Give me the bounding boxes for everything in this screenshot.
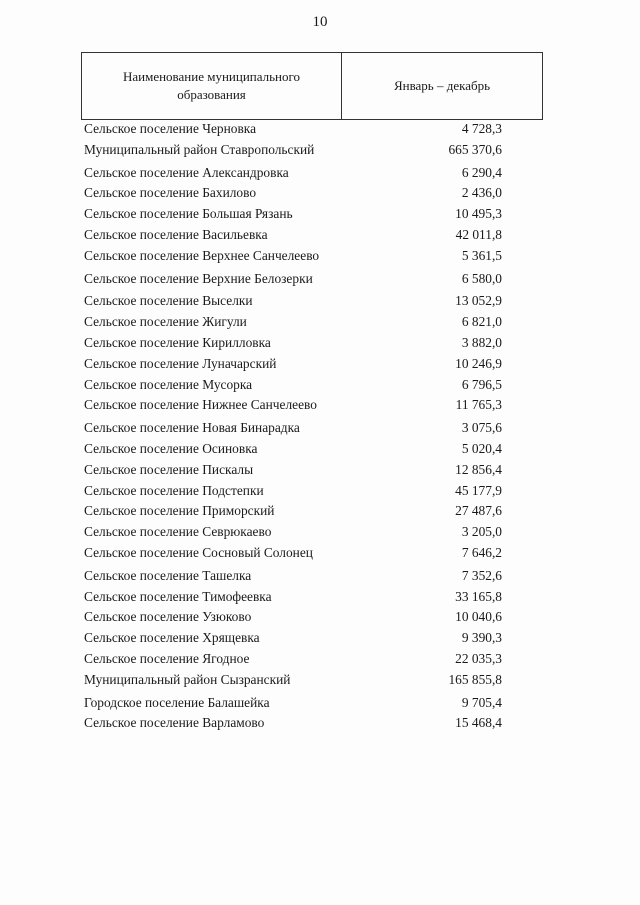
row-name: Сельское поселение Большая Рязань bbox=[84, 206, 293, 222]
row-name: Сельское поселение Черновка bbox=[84, 121, 257, 136]
column-header-name: Наименование муниципального образования bbox=[82, 53, 342, 119]
row-value: 11 765,3 bbox=[455, 397, 502, 413]
table-row bbox=[84, 649, 544, 670]
table-row bbox=[84, 246, 544, 269]
page-number: 10 bbox=[312, 14, 328, 30]
row-value: 10 040,6 bbox=[455, 609, 502, 625]
row-name: Сельское поселение Верхние Белозерки bbox=[84, 270, 313, 286]
table-row bbox=[84, 140, 544, 163]
table-row bbox=[84, 693, 544, 714]
table-row bbox=[84, 204, 544, 225]
row-value: 5 020,4 bbox=[461, 440, 502, 456]
row-name: Сельское поселение Выселки bbox=[84, 293, 253, 309]
row-value: 3 882,0 bbox=[461, 334, 502, 350]
row-name: Сельское поселение Осиновка bbox=[84, 440, 258, 456]
table-header bbox=[81, 52, 543, 120]
table-row bbox=[84, 439, 544, 460]
row-name: Сельское поселение Подстепки bbox=[84, 482, 264, 498]
table-row bbox=[84, 670, 544, 693]
row-name: Городское поселение Балашейка bbox=[84, 694, 270, 710]
row-name: Сельское поселение Нижнее Санчелеево bbox=[84, 397, 317, 413]
row-value: 9 705,4 bbox=[461, 694, 502, 710]
row-value: 7 646,2 bbox=[461, 544, 502, 560]
table-row bbox=[84, 543, 544, 566]
column-header-period: Январь – декабрь bbox=[393, 78, 491, 93]
row-name: Сельское поселение Мусорка bbox=[84, 376, 253, 392]
table-row bbox=[84, 460, 544, 481]
row-name: Сельское поселение Бахилово bbox=[84, 185, 257, 201]
table-row bbox=[84, 566, 544, 587]
table-row bbox=[84, 522, 544, 543]
row-value: 27 487,6 bbox=[455, 503, 502, 519]
row-value: 665 370,6 bbox=[448, 141, 502, 157]
row-name: Сельское поселение Варламово bbox=[84, 715, 265, 731]
row-value: 6 290,4 bbox=[461, 164, 502, 180]
row-name: Сельское поселение Александровка bbox=[84, 164, 289, 180]
row-value: 9 390,3 bbox=[461, 630, 502, 646]
table-row bbox=[84, 269, 544, 292]
row-value: 6 796,5 bbox=[461, 376, 502, 392]
row-value: 10 246,9 bbox=[455, 355, 502, 371]
row-name: Сельское поселение Пискалы bbox=[84, 461, 254, 477]
row-name: Сельское поселение Севрюкаево bbox=[84, 524, 272, 540]
row-value: 42 011,8 bbox=[455, 226, 502, 242]
table-row bbox=[84, 183, 544, 204]
row-name: Сельское поселение Новая Бинарадка bbox=[84, 420, 300, 436]
table-row bbox=[84, 354, 544, 375]
row-value: 22 035,3 bbox=[455, 650, 502, 666]
row-value: 6 821,0 bbox=[461, 314, 502, 330]
row-value: 12 856,4 bbox=[455, 461, 502, 477]
table-row bbox=[84, 375, 544, 396]
table-row bbox=[84, 291, 544, 312]
table-row bbox=[84, 607, 544, 628]
row-name: Сельское поселение Васильевка bbox=[84, 226, 268, 242]
table-row bbox=[84, 119, 544, 140]
table-row bbox=[84, 501, 544, 522]
row-value: 3 075,6 bbox=[461, 420, 502, 436]
table-row bbox=[84, 163, 544, 184]
row-name: Муниципальный район Сызранский bbox=[84, 671, 291, 687]
row-value: 15 468,4 bbox=[455, 715, 502, 731]
table-row bbox=[84, 628, 544, 649]
table-row bbox=[84, 333, 544, 354]
row-name: Сельское поселение Луначарский bbox=[84, 355, 277, 371]
row-value: 4 728,3 bbox=[461, 121, 502, 136]
table-row bbox=[84, 312, 544, 333]
row-name: Муниципальный район Ставропольский bbox=[84, 141, 315, 157]
row-value: 5 361,5 bbox=[461, 247, 502, 263]
row-value: 7 352,6 bbox=[461, 567, 502, 583]
row-name: Сельское поселение Узюково bbox=[84, 609, 252, 625]
row-name: Сельское поселение Тимофеевка bbox=[84, 588, 272, 604]
table-row bbox=[84, 225, 544, 246]
row-name: Сельское поселение Ташелка bbox=[84, 567, 252, 583]
row-name: Сельское поселение Хрящевка bbox=[84, 630, 260, 646]
table-row bbox=[84, 395, 544, 418]
row-value: 6 580,0 bbox=[461, 270, 502, 286]
table-row bbox=[84, 587, 544, 608]
row-value: 165 855,8 bbox=[448, 671, 502, 687]
row-value: 3 205,0 bbox=[461, 524, 502, 540]
row-name: Сельское поселение Приморский bbox=[84, 503, 275, 519]
table-row bbox=[84, 713, 544, 734]
row-value: 33 165,8 bbox=[455, 588, 502, 604]
row-name: Сельское поселение Сосновый Солонец bbox=[84, 544, 313, 560]
row-name: Сельское поселение Ягодное bbox=[84, 650, 250, 666]
row-value: 10 495,3 bbox=[455, 206, 502, 222]
row-value: 13 052,9 bbox=[455, 293, 502, 309]
row-value: 2 436,0 bbox=[461, 185, 502, 201]
row-name: Сельское поселение Верхнее Санчелеево bbox=[84, 247, 320, 263]
table-row bbox=[84, 418, 544, 439]
row-value: 45 177,9 bbox=[455, 482, 502, 498]
table-body bbox=[84, 119, 544, 734]
row-name: Сельское поселение Кирилловка bbox=[84, 334, 271, 350]
table-row bbox=[84, 481, 544, 502]
row-name: Сельское поселение Жигули bbox=[84, 314, 247, 330]
